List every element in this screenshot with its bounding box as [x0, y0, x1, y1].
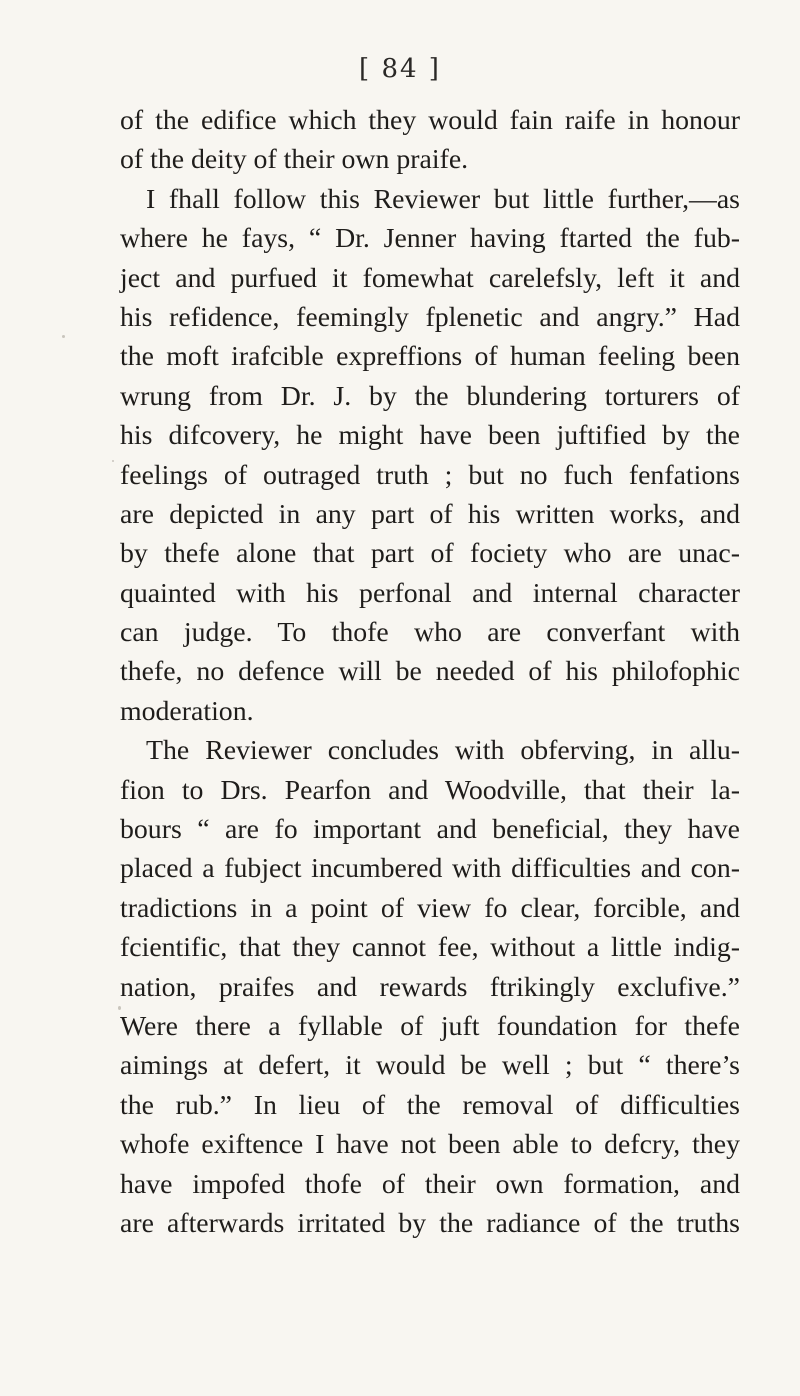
text-line: have impofed thofe of their own formation, and	[120, 1168, 740, 1200]
text-line: aimings at defert, it would be well ; but “ there’s	[120, 1050, 740, 1082]
text-line: can judge. To thofe who are converfant with	[120, 617, 740, 649]
paper-speck	[62, 335, 65, 338]
text-line: moderation.	[120, 695, 254, 727]
text-line: his refidence, feemingly fplenetic and angry.” Had	[120, 301, 740, 333]
text-line: ject and purfued it fomewhat carelefsly, left it and	[120, 262, 740, 294]
text-line: Were there a fyllable of juft foundation for thefe	[120, 1010, 740, 1042]
text-line: the moft irafcible expreffions of human feeling been	[120, 341, 740, 373]
text-line: are afterwards irritated by the radiance of the truths	[120, 1207, 740, 1239]
text-line: his difcovery, he might have been juftified by the	[120, 420, 740, 452]
paper-speck	[112, 460, 114, 462]
text-line: I fhall follow this Reviewer but little further,—as	[146, 183, 740, 215]
text-line: the rub.” In lieu of the removal of difficulties	[120, 1089, 740, 1121]
text-line: whofe exiftence I have not been able to defcry, they	[120, 1129, 740, 1161]
text-line: where he fays, “ Dr. Jenner having ftarted the fub-	[120, 223, 740, 255]
body-text	[120, 101, 740, 1243]
text-line: by thefe alone that part of fociety who are unac-	[120, 538, 740, 570]
paper-speck	[118, 1006, 121, 1010]
page-number: [ 84 ]	[359, 54, 441, 84]
text-line: tradictions in a point of view fo clear, forcible, and	[120, 892, 740, 924]
text-line: of the edifice which they would fain raife in honour	[120, 105, 740, 136]
text-line: quainted with his perfonal and internal character	[120, 577, 740, 609]
text-line: are depicted in any part of his written works, and	[120, 498, 740, 530]
text-line: fion to Drs. Pearfon and Woodville, that their la-	[120, 774, 740, 806]
text-line: feelings of outraged truth ; but no fuch fenfations	[120, 459, 740, 491]
text-line: The Reviewer concludes with obferving, in allu-	[146, 735, 740, 767]
text-line: of the deity of their own praife.	[120, 144, 469, 176]
text-line: thefe, no defence will be needed of his philofophic	[120, 656, 740, 688]
text-line: bours “ are fo important and beneficial, they have	[120, 814, 740, 846]
text-line: wrung from Dr. J. by the blundering torturers of	[120, 380, 740, 412]
text-line: nation, praifes and rewards ftrikingly exclufive.”	[120, 971, 740, 1003]
text-line: fcientific, that they cannot fee, without a little indig-	[120, 932, 740, 964]
text-line: placed a fubject incumbered with difficulties and con-	[120, 853, 740, 885]
